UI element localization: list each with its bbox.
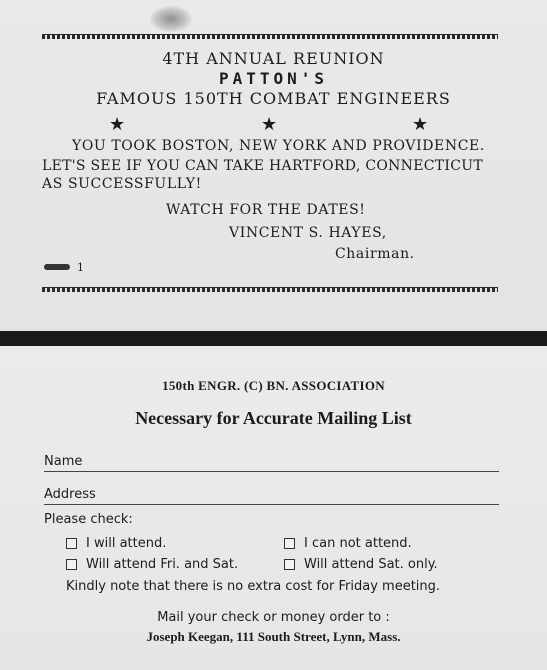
footnote-number: 1 — [77, 261, 84, 274]
option-label: Will attend Fri. and Sat. — [86, 557, 239, 572]
star-icon: ★ — [261, 114, 278, 135]
message-line-1: YOU TOOK BOSTON, NEW YORK AND PROVIDENCE. — [72, 138, 485, 154]
top-border-rule — [42, 34, 498, 39]
ink-smudge — [150, 6, 192, 32]
address-label: Address — [44, 487, 96, 502]
star-icon: ★ — [412, 114, 429, 135]
option-will-attend[interactable] — [66, 536, 166, 551]
checkbox-icon[interactable] — [66, 559, 77, 570]
option-can-not-attend[interactable] — [284, 536, 412, 551]
reunion-title: 4TH ANNUAL REUNION — [162, 49, 385, 68]
option-label: I will attend. — [86, 536, 167, 551]
name-field[interactable] — [44, 471, 499, 472]
message-line-3: AS SUCCESSFULLY! — [42, 176, 202, 192]
mailing-list-card — [0, 346, 547, 670]
option-label: I can not attend. — [304, 536, 412, 551]
star-icon: ★ — [109, 114, 126, 135]
option-sat-only[interactable] — [284, 557, 438, 572]
watch-for-dates: WATCH FOR THE DATES! — [166, 202, 366, 218]
checkbox-icon[interactable] — [284, 538, 295, 549]
friday-cost-note: Kindly note that there is no extra cost for Friday meeting. — [66, 579, 441, 594]
bottom-border-rule — [42, 287, 498, 292]
unit-name: FAMOUS 150TH COMBAT ENGINEERS — [96, 89, 451, 108]
pattons-heading: PATTON'S — [218, 69, 329, 88]
printer-mark-icon — [44, 264, 70, 270]
message-line-2: LET'S SEE IF YOU CAN TAKE HARTFORD, CONNECTICUT — [42, 158, 483, 174]
please-check-label: Please check: — [44, 512, 133, 527]
name-label: Name — [44, 454, 83, 469]
mail-address: Joseph Keegan, 111 South Street, Lynn, Mass. — [146, 629, 401, 644]
checkbox-icon[interactable] — [284, 559, 295, 570]
checkbox-icon[interactable] — [66, 538, 77, 549]
option-label: Will attend Sat. only. — [304, 557, 438, 572]
reunion-card — [0, 0, 547, 331]
chairman-title: Chairman. — [335, 246, 415, 262]
mailing-list-heading: Necessary for Accurate Mailing List — [135, 408, 412, 428]
chairman-name: VINCENT S. HAYES, — [229, 225, 387, 241]
association-name: 150th ENGR. (C) BN. ASSOCIATION — [162, 378, 385, 393]
option-fri-and-sat[interactable] — [66, 557, 238, 572]
mail-instruction: Mail your check or money order to : — [157, 610, 390, 625]
address-field[interactable] — [44, 504, 499, 505]
